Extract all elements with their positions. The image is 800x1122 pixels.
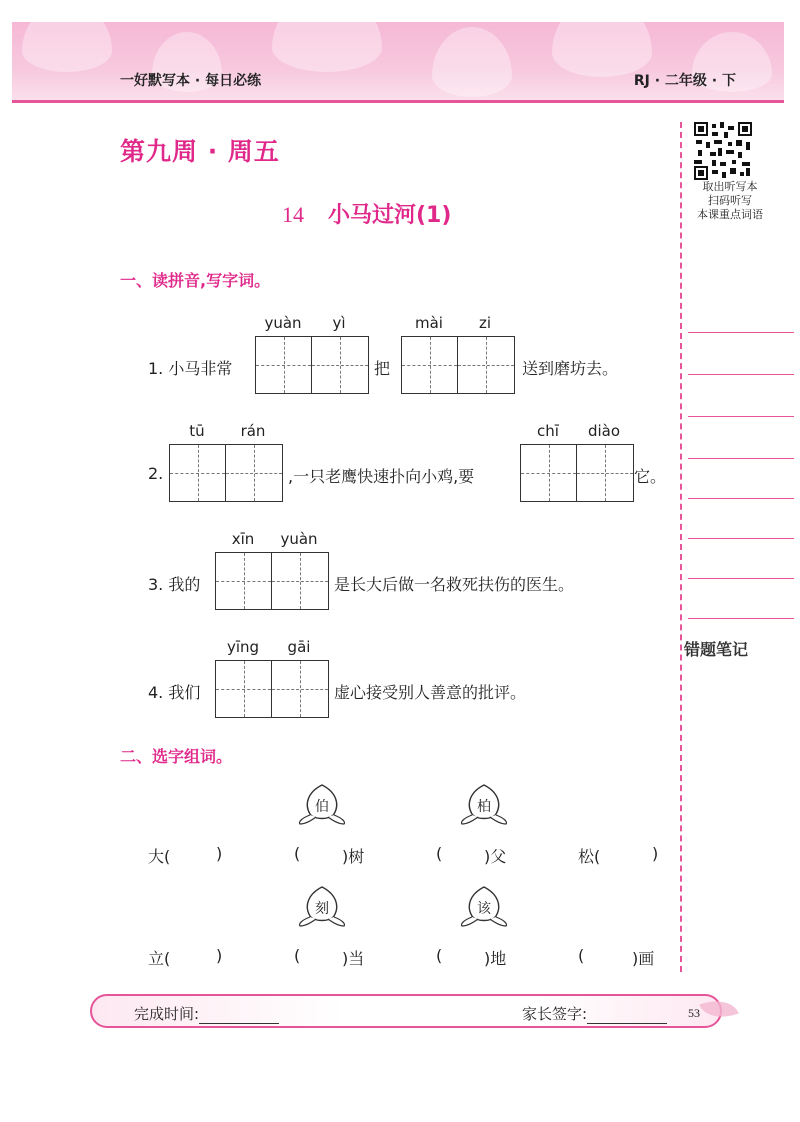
item-4-tail: 虚心接受别人善意的批评。 xyxy=(334,683,527,702)
pinyin: yīng xyxy=(226,638,260,656)
blank-text: )当 xyxy=(342,949,365,968)
item-1-label: 1. 小马非常 xyxy=(148,359,233,378)
blank-text: )地 xyxy=(484,949,507,968)
lesson-name: 小马过河(1) xyxy=(328,203,452,228)
week-title: 第九周 · 周五 xyxy=(120,137,280,166)
writing-grid[interactable] xyxy=(215,660,329,718)
pinyin: mài xyxy=(415,314,443,332)
qr-caption-line: 取出听写本 xyxy=(702,180,758,193)
blank-text: ( xyxy=(436,946,443,965)
qr-caption-line: 本课重点词语 xyxy=(697,208,763,221)
parent-signature-field[interactable] xyxy=(587,1007,667,1024)
pinyin: chī xyxy=(537,422,559,440)
writing-grid[interactable] xyxy=(215,552,329,610)
lesson-title xyxy=(282,198,451,229)
blank-text: ( xyxy=(294,946,301,965)
pinyin: gāi xyxy=(287,638,311,656)
page-number: 53 xyxy=(688,1006,700,1020)
pinyin: rán xyxy=(240,422,266,440)
blank-text: ( xyxy=(436,844,443,863)
peach-character: 伯 xyxy=(315,799,329,815)
item-2-tail: 它。 xyxy=(634,467,667,486)
header-series-title: 一好默写本 · 每日必练 xyxy=(120,73,262,89)
note-line xyxy=(688,578,794,579)
completion-time-field[interactable] xyxy=(199,1007,279,1024)
item-2-label: 2. xyxy=(148,464,164,483)
blank-text: )父 xyxy=(484,847,507,866)
lesson-number: 14 xyxy=(282,202,304,227)
pinyin: tū xyxy=(189,422,205,440)
pinyin: xīn xyxy=(231,530,255,548)
note-line xyxy=(688,374,794,375)
note-line xyxy=(688,458,794,459)
qr-caption xyxy=(682,180,778,222)
header-rule xyxy=(12,100,784,103)
pinyin: yuàn xyxy=(264,314,302,332)
header-grade: RJ · 二年级 · 下 xyxy=(633,73,736,89)
qr-caption-line: 扫码听写 xyxy=(708,194,752,207)
writing-grid[interactable] xyxy=(255,336,369,394)
blank-text: ( xyxy=(294,844,301,863)
writing-grid[interactable] xyxy=(169,444,283,502)
blank-text: 大( xyxy=(148,847,171,866)
item-4-label: 4. 我们 xyxy=(148,683,201,702)
qr-code-icon[interactable] xyxy=(694,122,752,180)
footer-bar xyxy=(90,994,722,1028)
blank-text: 松( xyxy=(578,847,601,866)
completion-time-label: 完成时间: xyxy=(134,1005,200,1023)
blank-text: ) xyxy=(216,844,223,863)
note-line xyxy=(688,538,794,539)
pinyin: yuàn xyxy=(280,530,318,548)
blank-text: )画 xyxy=(632,949,655,968)
note-line xyxy=(688,498,794,499)
pinyin: diào xyxy=(587,422,621,440)
blank-text: ) xyxy=(216,946,223,965)
blank-text: 立( xyxy=(148,949,171,968)
header-banner xyxy=(12,22,784,102)
section-title: 一、读拼音,写字词。 xyxy=(120,271,271,290)
item-1-tail: 送到磨坊去。 xyxy=(522,359,619,378)
item-1-middle: 把 xyxy=(374,359,391,378)
item-3-tail: 是长大后做一名救死扶伤的医生。 xyxy=(334,575,575,594)
blank-text: ) xyxy=(652,844,659,863)
side-divider xyxy=(680,122,682,972)
pinyin: yì xyxy=(332,314,346,332)
writing-grid[interactable] xyxy=(401,336,515,394)
completion-time xyxy=(134,1003,279,1024)
note-line xyxy=(688,332,794,333)
blank-text: ( xyxy=(578,946,585,965)
note-line xyxy=(688,416,794,417)
section-title: 二、选字组词。 xyxy=(120,747,233,766)
writing-grid[interactable] xyxy=(520,444,634,502)
blank-text: )树 xyxy=(342,847,365,866)
peach-character: 该 xyxy=(477,901,491,917)
peach-character: 柏 xyxy=(477,799,491,815)
worksheet-page xyxy=(12,22,784,1038)
wrong-notes-label: 错题笔记 xyxy=(684,640,749,659)
parent-signature xyxy=(522,1003,667,1024)
peach-character: 刻 xyxy=(315,901,329,917)
pinyin: zi xyxy=(478,314,492,332)
parent-signature-label: 家长签字: xyxy=(522,1005,588,1023)
note-line xyxy=(688,618,794,619)
item-3-label: 3. 我的 xyxy=(148,575,201,594)
item-2-middle: ,一只老鹰快速扑向小鸡,要 xyxy=(288,467,475,486)
